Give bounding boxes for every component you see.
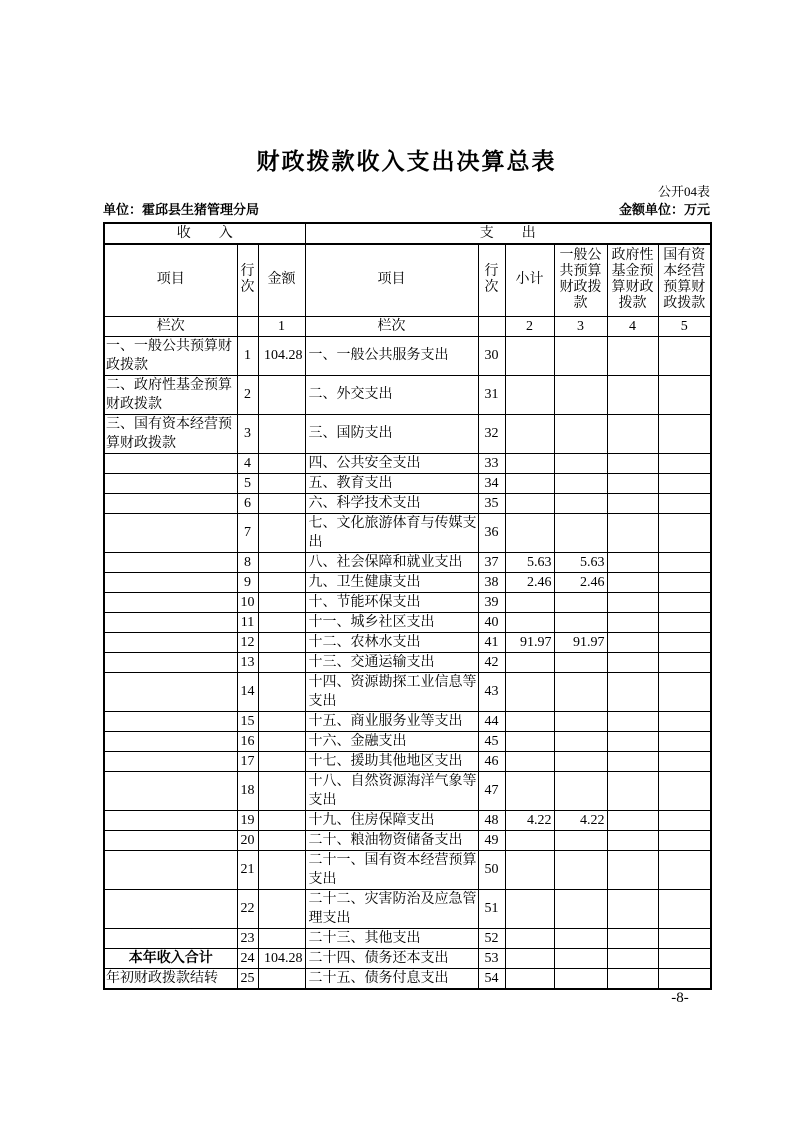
state-capital-budget-cell bbox=[658, 928, 711, 948]
table-row bbox=[104, 889, 711, 928]
income-item-cell: 三、国有资本经营预算财政拨款 bbox=[104, 414, 237, 453]
index-amount: 1 bbox=[258, 316, 305, 336]
gov-fund-budget-cell bbox=[607, 336, 658, 375]
subtotal-cell bbox=[505, 731, 554, 751]
income-item-cell bbox=[104, 592, 237, 612]
subtotal-cell bbox=[505, 850, 554, 889]
gov-fund-budget-cell bbox=[607, 711, 658, 731]
expense-row-no-cell: 53 bbox=[478, 948, 505, 968]
subtotal-cell bbox=[505, 493, 554, 513]
gov-fund-budget-cell bbox=[607, 493, 658, 513]
income-amount-cell bbox=[258, 592, 305, 612]
col-header-expense-row-no: 行次 bbox=[478, 244, 505, 316]
expense-item-cell: 四、公共安全支出 bbox=[305, 453, 478, 473]
section-header-row bbox=[104, 223, 711, 244]
income-item-cell bbox=[104, 453, 237, 473]
expense-row-no-cell: 49 bbox=[478, 830, 505, 850]
income-row-no-cell: 5 bbox=[237, 473, 258, 493]
expense-item-cell: 十二、农林水支出 bbox=[305, 632, 478, 652]
page-number: -8- bbox=[671, 990, 689, 1006]
table-row bbox=[104, 473, 711, 493]
general-budget-cell bbox=[554, 592, 607, 612]
income-item-cell bbox=[104, 830, 237, 850]
subtotal-cell bbox=[505, 948, 554, 968]
income-amount-cell bbox=[258, 375, 305, 414]
income-row-no-cell: 7 bbox=[237, 513, 258, 552]
table-row bbox=[104, 375, 711, 414]
table-code-label: 公开04表 bbox=[657, 184, 710, 199]
income-item-cell bbox=[104, 850, 237, 889]
general-budget-cell bbox=[554, 948, 607, 968]
expense-row-no-cell: 37 bbox=[478, 552, 505, 572]
subtotal-cell bbox=[505, 336, 554, 375]
column-header-row bbox=[104, 244, 711, 316]
income-item-cell bbox=[104, 928, 237, 948]
state-capital-budget-cell bbox=[658, 968, 711, 989]
index-gov-fund: 4 bbox=[607, 316, 658, 336]
column-index-row bbox=[104, 316, 711, 336]
general-budget-cell: 91.97 bbox=[554, 632, 607, 652]
expense-row-no-cell: 30 bbox=[478, 336, 505, 375]
subtotal-cell bbox=[505, 473, 554, 493]
gov-fund-budget-cell bbox=[607, 751, 658, 771]
state-capital-budget-cell bbox=[658, 592, 711, 612]
general-budget-cell: 2.46 bbox=[554, 572, 607, 592]
subtotal-cell bbox=[505, 592, 554, 612]
page-title: 财政拨款收入支出决算总表 bbox=[256, 149, 557, 174]
expense-item-cell: 六、科学技术支出 bbox=[305, 493, 478, 513]
income-amount-cell bbox=[258, 711, 305, 731]
col-header-income-item: 项目 bbox=[104, 244, 237, 316]
state-capital-budget-cell bbox=[658, 850, 711, 889]
income-section-header: 收 入 bbox=[104, 223, 305, 244]
index-subtotal: 2 bbox=[505, 316, 554, 336]
subtotal-cell bbox=[505, 652, 554, 672]
state-capital-budget-cell bbox=[658, 889, 711, 928]
gov-fund-budget-cell bbox=[607, 850, 658, 889]
index-income-label: 栏次 bbox=[104, 316, 237, 336]
expense-row-no-cell: 42 bbox=[478, 652, 505, 672]
col-header-expense-item: 项目 bbox=[305, 244, 478, 316]
state-capital-budget-cell bbox=[658, 830, 711, 850]
income-amount-cell bbox=[258, 473, 305, 493]
expense-item-cell: 十六、金融支出 bbox=[305, 731, 478, 751]
expense-item-cell: 十、节能环保支出 bbox=[305, 592, 478, 612]
income-amount-cell bbox=[258, 889, 305, 928]
index-expense-no bbox=[478, 316, 505, 336]
subtotal-cell: 5.63 bbox=[505, 552, 554, 572]
table-row bbox=[104, 336, 711, 375]
subtotal-cell bbox=[505, 375, 554, 414]
expense-row-no-cell: 51 bbox=[478, 889, 505, 928]
general-budget-cell bbox=[554, 830, 607, 850]
subtotal-cell: 4.22 bbox=[505, 810, 554, 830]
expense-item-cell: 八、社会保障和就业支出 bbox=[305, 552, 478, 572]
col-header-state-capital-budget: 国有资本经营预算财政拨款 bbox=[658, 244, 711, 316]
expense-row-no-cell: 41 bbox=[478, 632, 505, 652]
fiscal-summary-table bbox=[103, 222, 712, 990]
expense-row-no-cell: 47 bbox=[478, 771, 505, 810]
general-budget-cell bbox=[554, 771, 607, 810]
income-item-cell: 年初财政拨款结转 bbox=[104, 968, 237, 989]
subtotal-cell: 2.46 bbox=[505, 572, 554, 592]
income-item-cell bbox=[104, 889, 237, 928]
income-item-cell: 一、一般公共预算财政拨款 bbox=[104, 336, 237, 375]
subtotal-cell bbox=[505, 830, 554, 850]
expense-section-header: 支 出 bbox=[305, 223, 711, 244]
general-budget-cell bbox=[554, 652, 607, 672]
table-row bbox=[104, 830, 711, 850]
table-row bbox=[104, 612, 711, 632]
income-row-no-cell: 18 bbox=[237, 771, 258, 810]
table-row bbox=[104, 414, 711, 453]
table-row bbox=[104, 731, 711, 751]
general-budget-cell bbox=[554, 731, 607, 751]
gov-fund-budget-cell bbox=[607, 889, 658, 928]
general-budget-cell bbox=[554, 375, 607, 414]
general-budget-cell bbox=[554, 850, 607, 889]
state-capital-budget-cell bbox=[658, 632, 711, 652]
income-row-no-cell: 10 bbox=[237, 592, 258, 612]
income-item-cell bbox=[104, 810, 237, 830]
state-capital-budget-cell bbox=[658, 652, 711, 672]
income-row-no-cell: 13 bbox=[237, 652, 258, 672]
state-capital-budget-cell bbox=[658, 414, 711, 453]
income-item-cell bbox=[104, 572, 237, 592]
table-row bbox=[104, 632, 711, 652]
index-general: 3 bbox=[554, 316, 607, 336]
subtotal-cell bbox=[505, 751, 554, 771]
income-item-cell bbox=[104, 612, 237, 632]
col-header-income-amount: 金额 bbox=[258, 244, 305, 316]
expense-row-no-cell: 34 bbox=[478, 473, 505, 493]
expense-row-no-cell: 52 bbox=[478, 928, 505, 948]
income-row-no-cell: 8 bbox=[237, 552, 258, 572]
table-row bbox=[104, 572, 711, 592]
general-budget-cell bbox=[554, 414, 607, 453]
table-row bbox=[104, 453, 711, 473]
general-budget-cell bbox=[554, 473, 607, 493]
gov-fund-budget-cell bbox=[607, 632, 658, 652]
org-unit-label: 单位：霍邱县生猪管理分局 bbox=[103, 202, 260, 217]
table-row bbox=[104, 711, 711, 731]
table-row bbox=[104, 968, 711, 989]
gov-fund-budget-cell bbox=[607, 810, 658, 830]
income-row-no-cell: 16 bbox=[237, 731, 258, 751]
expense-item-cell: 十三、交通运输支出 bbox=[305, 652, 478, 672]
gov-fund-budget-cell bbox=[607, 592, 658, 612]
subtotal-cell bbox=[505, 513, 554, 552]
state-capital-budget-cell bbox=[658, 948, 711, 968]
subtotal-cell bbox=[505, 453, 554, 473]
income-row-no-cell: 19 bbox=[237, 810, 258, 830]
income-amount-cell bbox=[258, 830, 305, 850]
general-budget-cell bbox=[554, 751, 607, 771]
state-capital-budget-cell bbox=[658, 810, 711, 830]
general-budget-cell bbox=[554, 711, 607, 731]
gov-fund-budget-cell bbox=[607, 513, 658, 552]
table-row bbox=[104, 850, 711, 889]
expense-item-cell: 二十一、国有资本经营预算支出 bbox=[305, 850, 478, 889]
income-amount-cell bbox=[258, 572, 305, 592]
income-amount-cell bbox=[258, 968, 305, 989]
table-row bbox=[104, 948, 711, 968]
income-item-cell bbox=[104, 493, 237, 513]
general-budget-cell bbox=[554, 928, 607, 948]
general-budget-cell bbox=[554, 968, 607, 989]
table-row bbox=[104, 751, 711, 771]
income-amount-cell bbox=[258, 493, 305, 513]
subtotal-cell bbox=[505, 711, 554, 731]
income-item-cell bbox=[104, 513, 237, 552]
expense-item-cell: 二十、粮油物资储备支出 bbox=[305, 830, 478, 850]
col-header-income-row-no: 行次 bbox=[237, 244, 258, 316]
income-amount-cell bbox=[258, 414, 305, 453]
expense-item-cell: 一、一般公共服务支出 bbox=[305, 336, 478, 375]
income-amount-cell bbox=[258, 552, 305, 572]
expense-row-no-cell: 48 bbox=[478, 810, 505, 830]
state-capital-budget-cell bbox=[658, 375, 711, 414]
gov-fund-budget-cell bbox=[607, 830, 658, 850]
expense-item-cell: 二、外交支出 bbox=[305, 375, 478, 414]
gov-fund-budget-cell bbox=[607, 572, 658, 592]
gov-fund-budget-cell bbox=[607, 771, 658, 810]
state-capital-budget-cell bbox=[658, 336, 711, 375]
expense-item-cell: 二十四、债务还本支出 bbox=[305, 948, 478, 968]
income-row-no-cell: 3 bbox=[237, 414, 258, 453]
expense-item-cell: 十一、城乡社区支出 bbox=[305, 612, 478, 632]
expense-item-cell: 十七、援助其他地区支出 bbox=[305, 751, 478, 771]
expense-item-cell: 二十二、灾害防治及应急管理支出 bbox=[305, 889, 478, 928]
gov-fund-budget-cell bbox=[607, 453, 658, 473]
income-row-no-cell: 24 bbox=[237, 948, 258, 968]
income-row-no-cell: 22 bbox=[237, 889, 258, 928]
gov-fund-budget-cell bbox=[607, 652, 658, 672]
gov-fund-budget-cell bbox=[607, 731, 658, 751]
income-row-no-cell: 25 bbox=[237, 968, 258, 989]
table-row bbox=[104, 513, 711, 552]
gov-fund-budget-cell bbox=[607, 612, 658, 632]
income-amount-cell bbox=[258, 928, 305, 948]
subtotal-cell bbox=[505, 968, 554, 989]
gov-fund-budget-cell bbox=[607, 414, 658, 453]
income-amount-cell bbox=[258, 850, 305, 889]
income-row-no-cell: 2 bbox=[237, 375, 258, 414]
index-state-capital: 5 bbox=[658, 316, 711, 336]
subtotal-cell bbox=[505, 672, 554, 711]
state-capital-budget-cell bbox=[658, 612, 711, 632]
general-budget-cell bbox=[554, 513, 607, 552]
subtotal-cell: 91.97 bbox=[505, 632, 554, 652]
general-budget-cell bbox=[554, 493, 607, 513]
state-capital-budget-cell bbox=[658, 751, 711, 771]
income-item-cell bbox=[104, 771, 237, 810]
expense-row-no-cell: 38 bbox=[478, 572, 505, 592]
subtotal-cell bbox=[505, 612, 554, 632]
income-amount-cell bbox=[258, 652, 305, 672]
expense-row-no-cell: 54 bbox=[478, 968, 505, 989]
state-capital-budget-cell bbox=[658, 493, 711, 513]
index-expense-label: 栏次 bbox=[305, 316, 478, 336]
income-item-cell: 本年收入合计 bbox=[104, 948, 237, 968]
income-row-no-cell: 23 bbox=[237, 928, 258, 948]
expense-item-cell: 二十三、其他支出 bbox=[305, 928, 478, 948]
table-row bbox=[104, 552, 711, 572]
meta-row bbox=[103, 199, 710, 218]
table-row bbox=[104, 592, 711, 612]
general-budget-cell: 4.22 bbox=[554, 810, 607, 830]
state-capital-budget-cell bbox=[658, 731, 711, 751]
col-header-general-budget: 一般公共预算财政拨款 bbox=[554, 244, 607, 316]
income-row-no-cell: 11 bbox=[237, 612, 258, 632]
income-item-cell bbox=[104, 652, 237, 672]
table-body bbox=[104, 336, 711, 989]
expense-item-cell: 七、文化旅游体育与传媒支出 bbox=[305, 513, 478, 552]
table-row bbox=[104, 672, 711, 711]
expense-row-no-cell: 31 bbox=[478, 375, 505, 414]
income-row-no-cell: 12 bbox=[237, 632, 258, 652]
gov-fund-budget-cell bbox=[607, 968, 658, 989]
state-capital-budget-cell bbox=[658, 771, 711, 810]
income-row-no-cell: 4 bbox=[237, 453, 258, 473]
expense-row-no-cell: 50 bbox=[478, 850, 505, 889]
expense-item-cell: 十五、商业服务业等支出 bbox=[305, 711, 478, 731]
expense-row-no-cell: 45 bbox=[478, 731, 505, 751]
income-amount-cell: 104.28 bbox=[258, 336, 305, 375]
income-amount-cell bbox=[258, 612, 305, 632]
income-item-cell bbox=[104, 731, 237, 751]
gov-fund-budget-cell bbox=[607, 552, 658, 572]
expense-row-no-cell: 35 bbox=[478, 493, 505, 513]
general-budget-cell bbox=[554, 672, 607, 711]
subtotal-cell bbox=[505, 414, 554, 453]
expense-item-cell: 十四、资源勘探工业信息等支出 bbox=[305, 672, 478, 711]
expense-item-cell: 十九、住房保障支出 bbox=[305, 810, 478, 830]
state-capital-budget-cell bbox=[658, 572, 711, 592]
income-item-cell bbox=[104, 711, 237, 731]
expense-row-no-cell: 40 bbox=[478, 612, 505, 632]
income-amount-cell bbox=[258, 751, 305, 771]
income-amount-cell bbox=[258, 453, 305, 473]
income-row-no-cell: 21 bbox=[237, 850, 258, 889]
index-income-no bbox=[237, 316, 258, 336]
income-row-no-cell: 15 bbox=[237, 711, 258, 731]
income-item-cell: 二、政府性基金预算财政拨款 bbox=[104, 375, 237, 414]
state-capital-budget-cell bbox=[658, 711, 711, 731]
general-budget-cell bbox=[554, 612, 607, 632]
expense-row-no-cell: 46 bbox=[478, 751, 505, 771]
subtotal-cell bbox=[505, 889, 554, 928]
expense-item-cell: 二十五、债务付息支出 bbox=[305, 968, 478, 989]
gov-fund-budget-cell bbox=[607, 672, 658, 711]
expense-row-no-cell: 43 bbox=[478, 672, 505, 711]
general-budget-cell bbox=[554, 889, 607, 928]
table-row bbox=[104, 928, 711, 948]
state-capital-budget-cell bbox=[658, 552, 711, 572]
income-amount-cell bbox=[258, 771, 305, 810]
income-row-no-cell: 14 bbox=[237, 672, 258, 711]
gov-fund-budget-cell bbox=[607, 928, 658, 948]
income-row-no-cell: 1 bbox=[237, 336, 258, 375]
expense-row-no-cell: 39 bbox=[478, 592, 505, 612]
col-header-gov-fund-budget: 政府性基金预算财政拨款 bbox=[607, 244, 658, 316]
income-amount-cell: 104.28 bbox=[258, 948, 305, 968]
expense-item-cell: 九、卫生健康支出 bbox=[305, 572, 478, 592]
state-capital-budget-cell bbox=[658, 453, 711, 473]
gov-fund-budget-cell bbox=[607, 948, 658, 968]
income-item-cell bbox=[104, 751, 237, 771]
subtotal-cell bbox=[505, 771, 554, 810]
income-item-cell bbox=[104, 552, 237, 572]
table-row bbox=[104, 493, 711, 513]
subtotal-cell bbox=[505, 928, 554, 948]
state-capital-budget-cell bbox=[658, 473, 711, 493]
income-row-no-cell: 20 bbox=[237, 830, 258, 850]
general-budget-cell bbox=[554, 453, 607, 473]
expense-row-no-cell: 44 bbox=[478, 711, 505, 731]
income-amount-cell bbox=[258, 513, 305, 552]
income-amount-cell bbox=[258, 632, 305, 652]
income-amount-cell bbox=[258, 810, 305, 830]
gov-fund-budget-cell bbox=[607, 375, 658, 414]
general-budget-cell: 5.63 bbox=[554, 552, 607, 572]
expense-item-cell: 三、国防支出 bbox=[305, 414, 478, 453]
expense-row-no-cell: 33 bbox=[478, 453, 505, 473]
expense-row-no-cell: 36 bbox=[478, 513, 505, 552]
general-budget-cell bbox=[554, 336, 607, 375]
income-row-no-cell: 17 bbox=[237, 751, 258, 771]
state-capital-budget-cell bbox=[658, 672, 711, 711]
income-row-no-cell: 6 bbox=[237, 493, 258, 513]
income-row-no-cell: 9 bbox=[237, 572, 258, 592]
expense-item-cell: 十八、自然资源海洋气象等支出 bbox=[305, 771, 478, 810]
table-row bbox=[104, 652, 711, 672]
income-item-cell bbox=[104, 632, 237, 652]
gov-fund-budget-cell bbox=[607, 473, 658, 493]
table-row bbox=[104, 810, 711, 830]
income-amount-cell bbox=[258, 731, 305, 751]
income-amount-cell bbox=[258, 672, 305, 711]
expense-row-no-cell: 32 bbox=[478, 414, 505, 453]
table-row bbox=[104, 771, 711, 810]
income-item-cell bbox=[104, 473, 237, 493]
income-item-cell bbox=[104, 672, 237, 711]
col-header-subtotal: 小计 bbox=[505, 244, 554, 316]
expense-item-cell: 五、教育支出 bbox=[305, 473, 478, 493]
amount-unit-label: 金额单位：万元 bbox=[618, 202, 710, 217]
state-capital-budget-cell bbox=[658, 513, 711, 552]
